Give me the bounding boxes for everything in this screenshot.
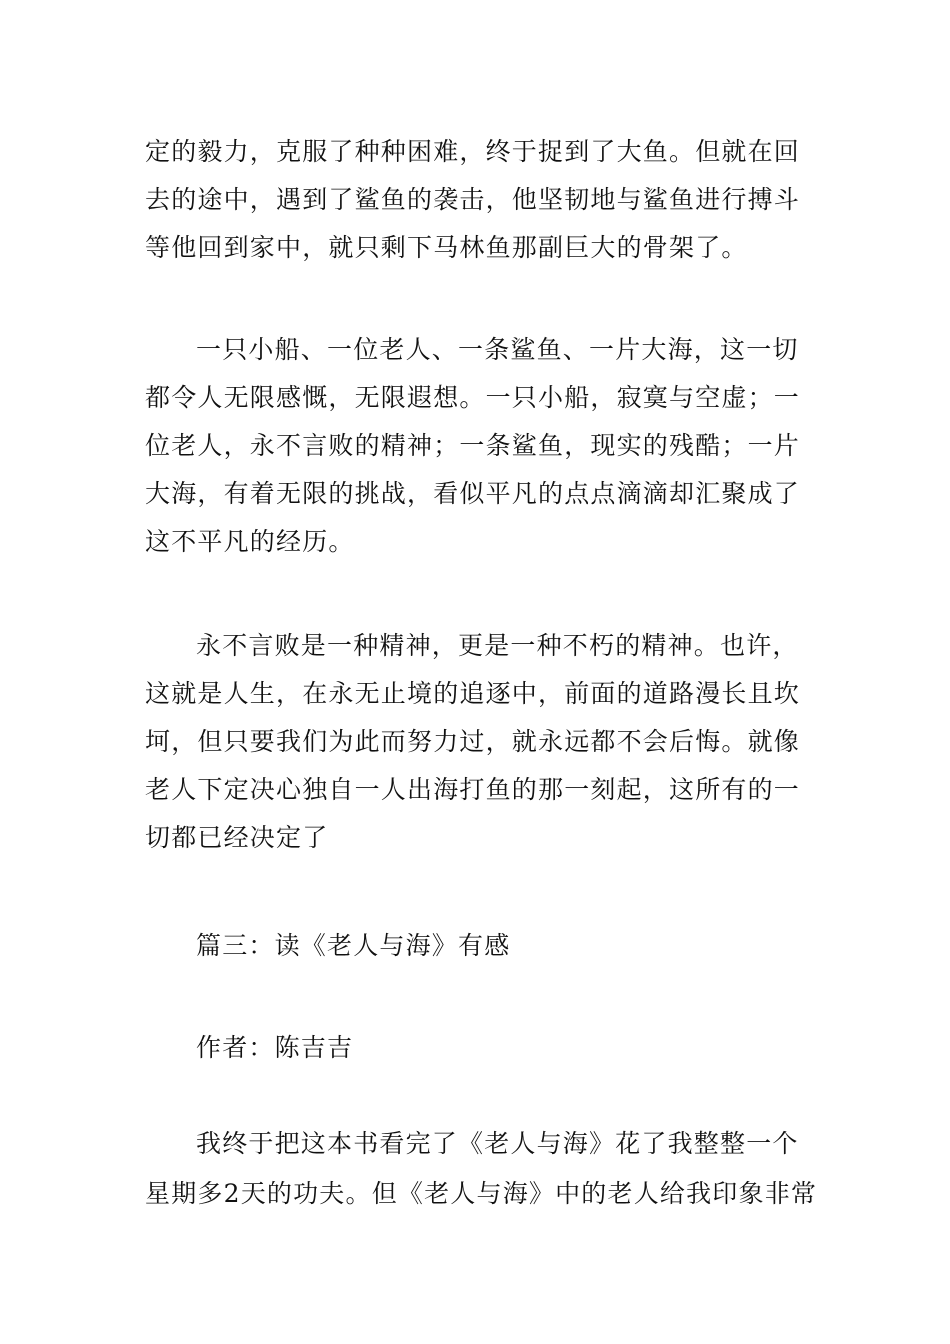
paragraph-3-line-4: 老人下定决心独自一人出海打鱼的那一刻起，这所有的一 <box>145 775 801 804</box>
paragraph-6-line-1: 我终于把这本书看完了《老人与海》花了我整整一个 <box>196 1129 799 1158</box>
paragraph-3-line-5: 切都已经决定了 <box>145 823 329 852</box>
section-heading: 篇三：读《老人与海》有感 <box>196 931 511 960</box>
paragraph-1-line-3: 等他回到家中，就只剩下马林鱼那副巨大的骨架了。 <box>145 233 748 262</box>
paragraph-2-line-2: 都令人无限感慨，无限遐想。一只小船，寂寞与空虚；一 <box>145 383 801 412</box>
paragraph-2-line-3: 位老人，永不言败的精神；一条鲨鱼，现实的残酷；一片 <box>145 431 801 460</box>
paragraph-6-line-2: 星期多2天的功夫。但《老人与海》中的老人给我印象非常 <box>145 1179 818 1208</box>
paragraph-1-line-2: 去的途中，遇到了鲨鱼的袭击，他坚韧地与鲨鱼进行搏斗 <box>145 185 801 214</box>
paragraph-3-line-2: 这就是人生，在永无止境的追逐中，前面的道路漫长且坎 <box>145 679 801 708</box>
paragraph-3-line-3: 坷，但只要我们为此而努力过，就永远都不会后悔。就像 <box>145 727 801 756</box>
author-line: 作者：陈吉吉 <box>196 1033 354 1062</box>
paragraph-2-line-1: 一只小船、一位老人、一条鲨鱼、一片大海，这一切 <box>196 335 799 364</box>
paragraph-3-line-1: 永不言败是一种精神，更是一种不朽的精神。也许， <box>196 631 799 660</box>
paragraph-1-line-1: 定的毅力，克服了种种困难，终于捉到了大鱼。但就在回 <box>145 137 801 166</box>
paragraph-2-line-5: 这不平凡的经历。 <box>145 527 355 556</box>
paragraph-2-line-4: 大海，有着无限的挑战，看似平凡的点点滴滴却汇聚成了 <box>145 479 801 508</box>
